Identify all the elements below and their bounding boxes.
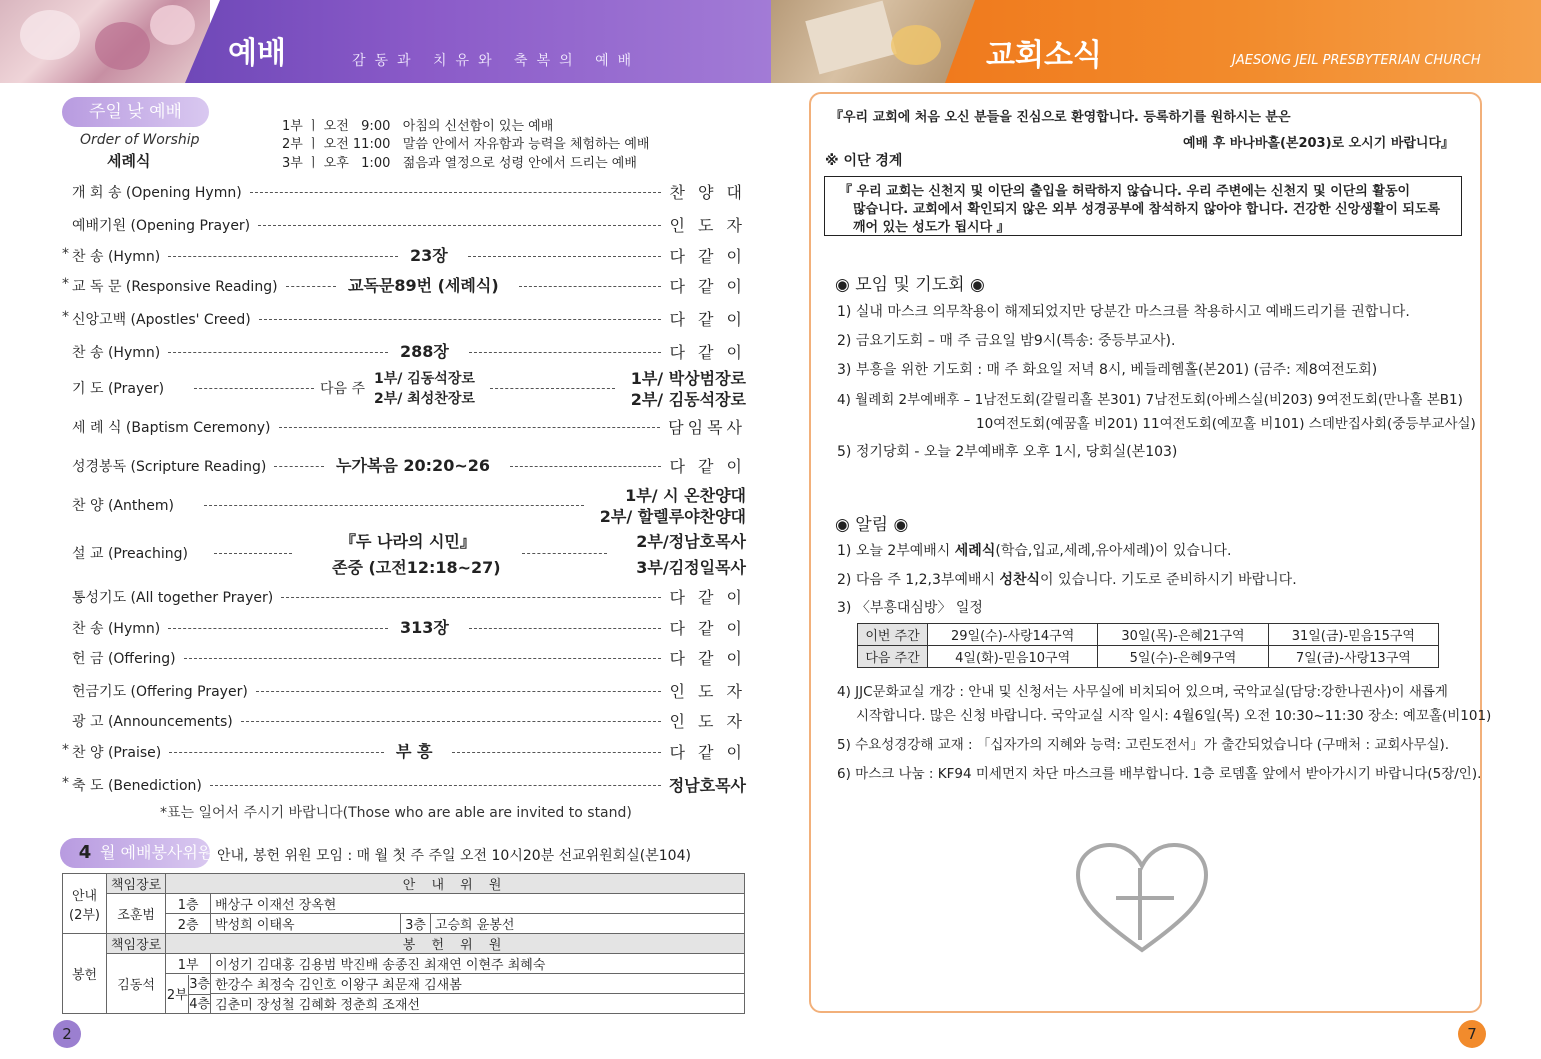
notice-item-3: 3) 〈부흥대심방〉 일정	[837, 600, 983, 616]
worship-row	[62, 182, 746, 206]
anthem-choir-2: 2부/ 할렐루야찬양대	[599, 507, 746, 526]
guide-floor-2-names: 박성희 이태옥	[211, 914, 401, 934]
notice-item-1: 1) 오늘 2부예배시 세례식(학습,입교,세례,유아세례)이 있습니다.	[837, 543, 1232, 559]
worship-row-label: 찬 송 (Hymn)	[72, 345, 161, 361]
guide-floor-1: 1층	[166, 894, 211, 914]
guide-elder-header: 책임장로	[107, 874, 166, 894]
sermon-title: 『두 나라의 시민』	[340, 532, 476, 551]
worship-row	[62, 417, 746, 441]
sermon-text: 존중 (고전12:18~27)	[332, 558, 501, 577]
worship-row	[62, 742, 746, 766]
anthem-choir-1: 1부/ 시 온찬양대	[625, 486, 746, 505]
guide-elder: 조훈범	[107, 894, 166, 934]
worship-row-content: 누가복음 20:20~26	[336, 456, 490, 475]
heart-cross-icon	[1070, 840, 1215, 955]
guide-group: 안내 (2부)	[63, 874, 107, 934]
offering-service-1-names: 이성기 김대홍 김용범 박진배 송종진 최재연 이현주 최혜숙	[211, 954, 745, 974]
committee-table	[62, 873, 745, 1014]
prayer-leader-2: 2부/ 김동석장로	[630, 390, 746, 409]
worship-row-content: 23장	[410, 246, 448, 265]
order-type: 세례식	[107, 152, 151, 170]
worship-row	[62, 342, 746, 366]
meeting-item-4-cont: 10여전도회(예꿈홀 비201) 11여전도회(예꼬홀 비101) 스데반집사회(중등부교사실)	[976, 416, 1476, 432]
standing-marker: *	[62, 246, 69, 262]
news-header-title: 교회소식	[986, 38, 1102, 73]
page-number-right: 7	[1458, 1020, 1486, 1048]
worship-row	[62, 456, 746, 480]
notice-item-4: 4) JJC문화교실 개강 : 안내 및 신청서는 사무실에 비치되어 있으며, 국악교실(담당:강한나권사)이 새롭게	[837, 684, 1448, 700]
offering-elder: 김동석	[107, 954, 166, 1014]
prayer-leader-1: 1부/ 박상범장로	[630, 369, 746, 388]
worship-row-label: 광 고 (Announcements)	[72, 714, 233, 730]
worship-row-label: 개 회 송 (Opening Hymn)	[72, 185, 242, 201]
meeting-item-5: 5) 정기당회 - 오늘 2부예배후 오후 1시, 당회실(본103)	[837, 444, 1178, 460]
committee-pill-text: 월 예배봉사위원	[100, 843, 214, 862]
worship-row	[62, 246, 746, 270]
worship-row-sermon	[62, 532, 746, 577]
offering-service-2-floor-4-names: 김춘미 장성철 김혜화 정춘희 조재선	[211, 994, 745, 1014]
prayer-next-label: 다음 주	[320, 381, 366, 397]
offering-service-2-floor-3-names: 한강수 최정숙 김인호 이왕구 최문재 김새봄	[211, 974, 745, 994]
worship-row	[62, 681, 746, 705]
worship-row-label: 성경봉독 (Scripture Reading)	[72, 459, 267, 475]
cult-warning-line-3: 깨어 있는 성도가 됩시다 』	[853, 220, 1010, 235]
worship-row-prayer	[62, 369, 746, 409]
worship-row-anthem	[62, 486, 746, 526]
worship-row-leader: 다 같 이	[669, 649, 746, 668]
revival-row-next-week: 다음 주간 4일(화)-믿음10구역 5일(수)-은혜9구역 7일(금)-사랑13구역	[858, 646, 1439, 668]
revival-row-this-week: 이번 주간 29일(수)-사랑14구역 30일(목)-은혜21구역 31일(금)-믿음15구역	[858, 624, 1439, 646]
worship-row-content: 부 흥	[396, 742, 433, 761]
flower-photo	[0, 0, 210, 83]
offering-group: 봉헌	[63, 934, 107, 1014]
worship-row	[62, 276, 746, 300]
worship-row-label: 헌금기도 (Offering Prayer)	[72, 684, 248, 700]
committee-pill	[60, 838, 214, 868]
meetings-title: ◉ 모임 및 기도회 ◉	[835, 275, 985, 295]
meeting-item-3: 3) 부흥을 위한 기도회 : 매 주 화요일 저녁 8시, 베들레헴홀(본201) (금주: 제8여전도회)	[837, 362, 1378, 378]
worship-row-leader: 다 같 이	[669, 588, 746, 607]
worship-row-leader: 다 같 이	[669, 743, 746, 762]
worship-row-label: 찬 양 (Praise)	[72, 745, 162, 761]
worship-row-label: 세 례 식 (Baptism Ceremony)	[72, 420, 271, 436]
guide-floor-1-names: 배상구 이재선 장옥현	[211, 894, 745, 914]
committee-meeting: 안내, 봉헌 위원 모임 : 매 월 첫 주 주일 오전 10시20분 선교위원회실(본104)	[217, 848, 691, 864]
standing-marker: *	[62, 775, 69, 791]
worship-row-leader: 다 같 이	[669, 457, 746, 476]
meeting-item-1: 1) 실내 마스크 의무착용이 해제되었지만 당분간 마스크를 착용하시고 예배드리기를 권합니다.	[837, 304, 1410, 320]
cult-warning-line-2: 많습니다. 교회에서 확인되지 않은 외부 성경공부에 참석하지 않아야 합니다. 건강한 신앙생활이 되도록	[853, 202, 1441, 217]
revival-schedule-table	[857, 623, 1439, 668]
meeting-item-4: 4) 월례회 2부예배후 – 1남전도회(갈릴리홀 본301) 7남전도회(아베스실(비203) 9여전도회(만나홀 본B1)	[837, 392, 1463, 408]
worship-row	[62, 711, 746, 735]
order-of-worship-label: Order of Worship	[80, 132, 200, 148]
worship-row-leader: 인 도 자	[669, 682, 746, 701]
cult-warning-title: ※ 이단 경계	[825, 153, 903, 169]
worship-row	[62, 775, 746, 799]
worship-row-label: 헌 금 (Offering)	[72, 651, 176, 667]
notices-title: ◉ 알림 ◉	[835, 515, 909, 535]
worship-row-label: 교 독 문 (Responsive Reading)	[72, 279, 278, 295]
sermon-preacher-2: 3부/김정일목사	[636, 558, 746, 577]
offering-service-1: 1부	[166, 954, 211, 974]
sermon-preacher-1: 2부/정남호목사	[636, 532, 746, 551]
worship-header-subtitle: 감동과 치유와 축복의 예배	[352, 53, 641, 69]
worship-row-label: 찬 송 (Hymn)	[72, 621, 161, 637]
worship-row-label: 신앙고백 (Apostles' Creed)	[72, 312, 251, 328]
service-time-3: 3부 ㅣ 오후 1:00 젊음과 열정으로 성령 안에서 드리는 예배	[282, 156, 637, 171]
church-name: JAESONG JEIL PRESBYTERIAN CHURCH	[1232, 53, 1481, 68]
meeting-item-2: 2) 금요기도회 – 매 주 금요일 밤9시(특송: 중등부교사).	[837, 333, 1176, 349]
service-pill: 주일 낮 예배	[62, 97, 209, 127]
worship-row-leader: 다 같 이	[669, 247, 746, 266]
prayer-next-1: 1부/ 김동석장로	[374, 371, 475, 387]
worship-row	[62, 587, 746, 611]
standing-marker: *	[62, 276, 69, 292]
page-number-left: 2	[53, 1020, 81, 1048]
offering-elder-header: 책임장로	[107, 934, 166, 954]
worship-row-leader: 다 같 이	[669, 343, 746, 362]
guide-floor-3: 3층	[401, 914, 431, 934]
worship-row-content: 교독문89번 (세례식)	[348, 276, 499, 295]
worship-row-label: 축 도 (Benediction)	[72, 778, 202, 794]
worship-row-label: 찬 송 (Hymn)	[72, 249, 161, 265]
cult-warning-line-1: 『 우리 교회는 신천지 및 이단의 출입을 허락하지 않습니다. 우리 주변에는 신천지 및 이단의 활동이	[839, 184, 1411, 199]
sermon-label: 설 교 (Preaching)	[72, 546, 188, 562]
worship-row-label: 예배기원 (Opening Prayer)	[72, 218, 251, 234]
offering-header: 봉 헌 위 원	[166, 934, 745, 954]
worship-row-leader: 다 같 이	[669, 277, 746, 296]
standing-note: *표는 일어서 주시기 바랍니다(Those who are able are invited to stand)	[160, 805, 632, 821]
cult-warning-box	[824, 176, 1462, 236]
prayer-label: 기 도 (Prayer)	[72, 381, 165, 397]
notice-item-5: 5) 수요성경강해 교재 : 「십자가의 지혜와 능력: 고린도전서」가 출간되었습니다 (구매처 : 교회사무실).	[837, 737, 1450, 753]
worship-row-leader: 다 같 이	[669, 619, 746, 638]
worship-row	[62, 309, 746, 333]
anthem-label: 찬 양 (Anthem)	[72, 498, 174, 514]
worship-row-leader: 담임목사	[668, 418, 746, 437]
worship-row-leader: 찬 양 대	[669, 183, 746, 202]
worship-row-leader: 인 도 자	[669, 216, 746, 235]
welcome-line-1: 『우리 교회에 처음 오신 분들을 진심으로 환영합니다. 등록하기를 원하시는 분은	[830, 110, 1291, 125]
service-time-1: 1부 ㅣ 오전 9:00 아침의 신선함이 있는 예배	[282, 119, 554, 134]
worship-row-label: 통성기도 (All together Prayer)	[72, 590, 274, 606]
standing-marker: *	[62, 309, 69, 325]
welcome-line-2: 예배 후 바나바홀(본203)로 오시기 바랍니다』	[1183, 136, 1455, 151]
offering-service-2: 2부 3층 4층	[166, 974, 211, 1014]
service-time-2: 2부 ㅣ 오전 11:00 말씀 안에서 자유함과 능력을 체험하는 예배	[282, 137, 650, 152]
worship-row-leader: 인 도 자	[669, 712, 746, 731]
worship-row-leader: 정남호목사	[668, 776, 746, 795]
notice-item-6: 6) 마스크 나눔 : KF94 미세먼지 차단 마스크를 배부합니다. 1층 로뎀홀 앞에서 받아가시기 바랍니다(5장/인).	[837, 766, 1482, 782]
prayer-next-2: 2부/ 최성찬장로	[374, 391, 475, 407]
notice-item-2: 2) 다음 주 1,2,3부예배시 성찬식이 있습니다. 기도로 준비하시기 바랍니다.	[837, 572, 1297, 588]
notice-item-4-cont: 시작합니다. 많은 신청 바랍니다. 국악교실 시작 일시: 4월6일(목) 오전 10:30~11:30 장소: 예꼬홀(비101)	[856, 708, 1492, 724]
guide-header: 안 내 위 원	[166, 874, 745, 894]
worship-row	[62, 618, 746, 642]
worship-row-content: 288장	[400, 342, 449, 361]
guide-floor-2: 2층	[166, 914, 211, 934]
worship-row	[62, 648, 746, 672]
worship-row-content: 313장	[400, 618, 449, 637]
standing-marker: *	[62, 742, 69, 758]
worship-row-leader: 다 같 이	[669, 310, 746, 329]
worship-row	[62, 215, 746, 239]
committee-month: 4	[78, 842, 92, 863]
guide-floor-3-names: 고승희 윤봉선	[430, 914, 744, 934]
worship-header-title: 예배	[228, 36, 286, 71]
